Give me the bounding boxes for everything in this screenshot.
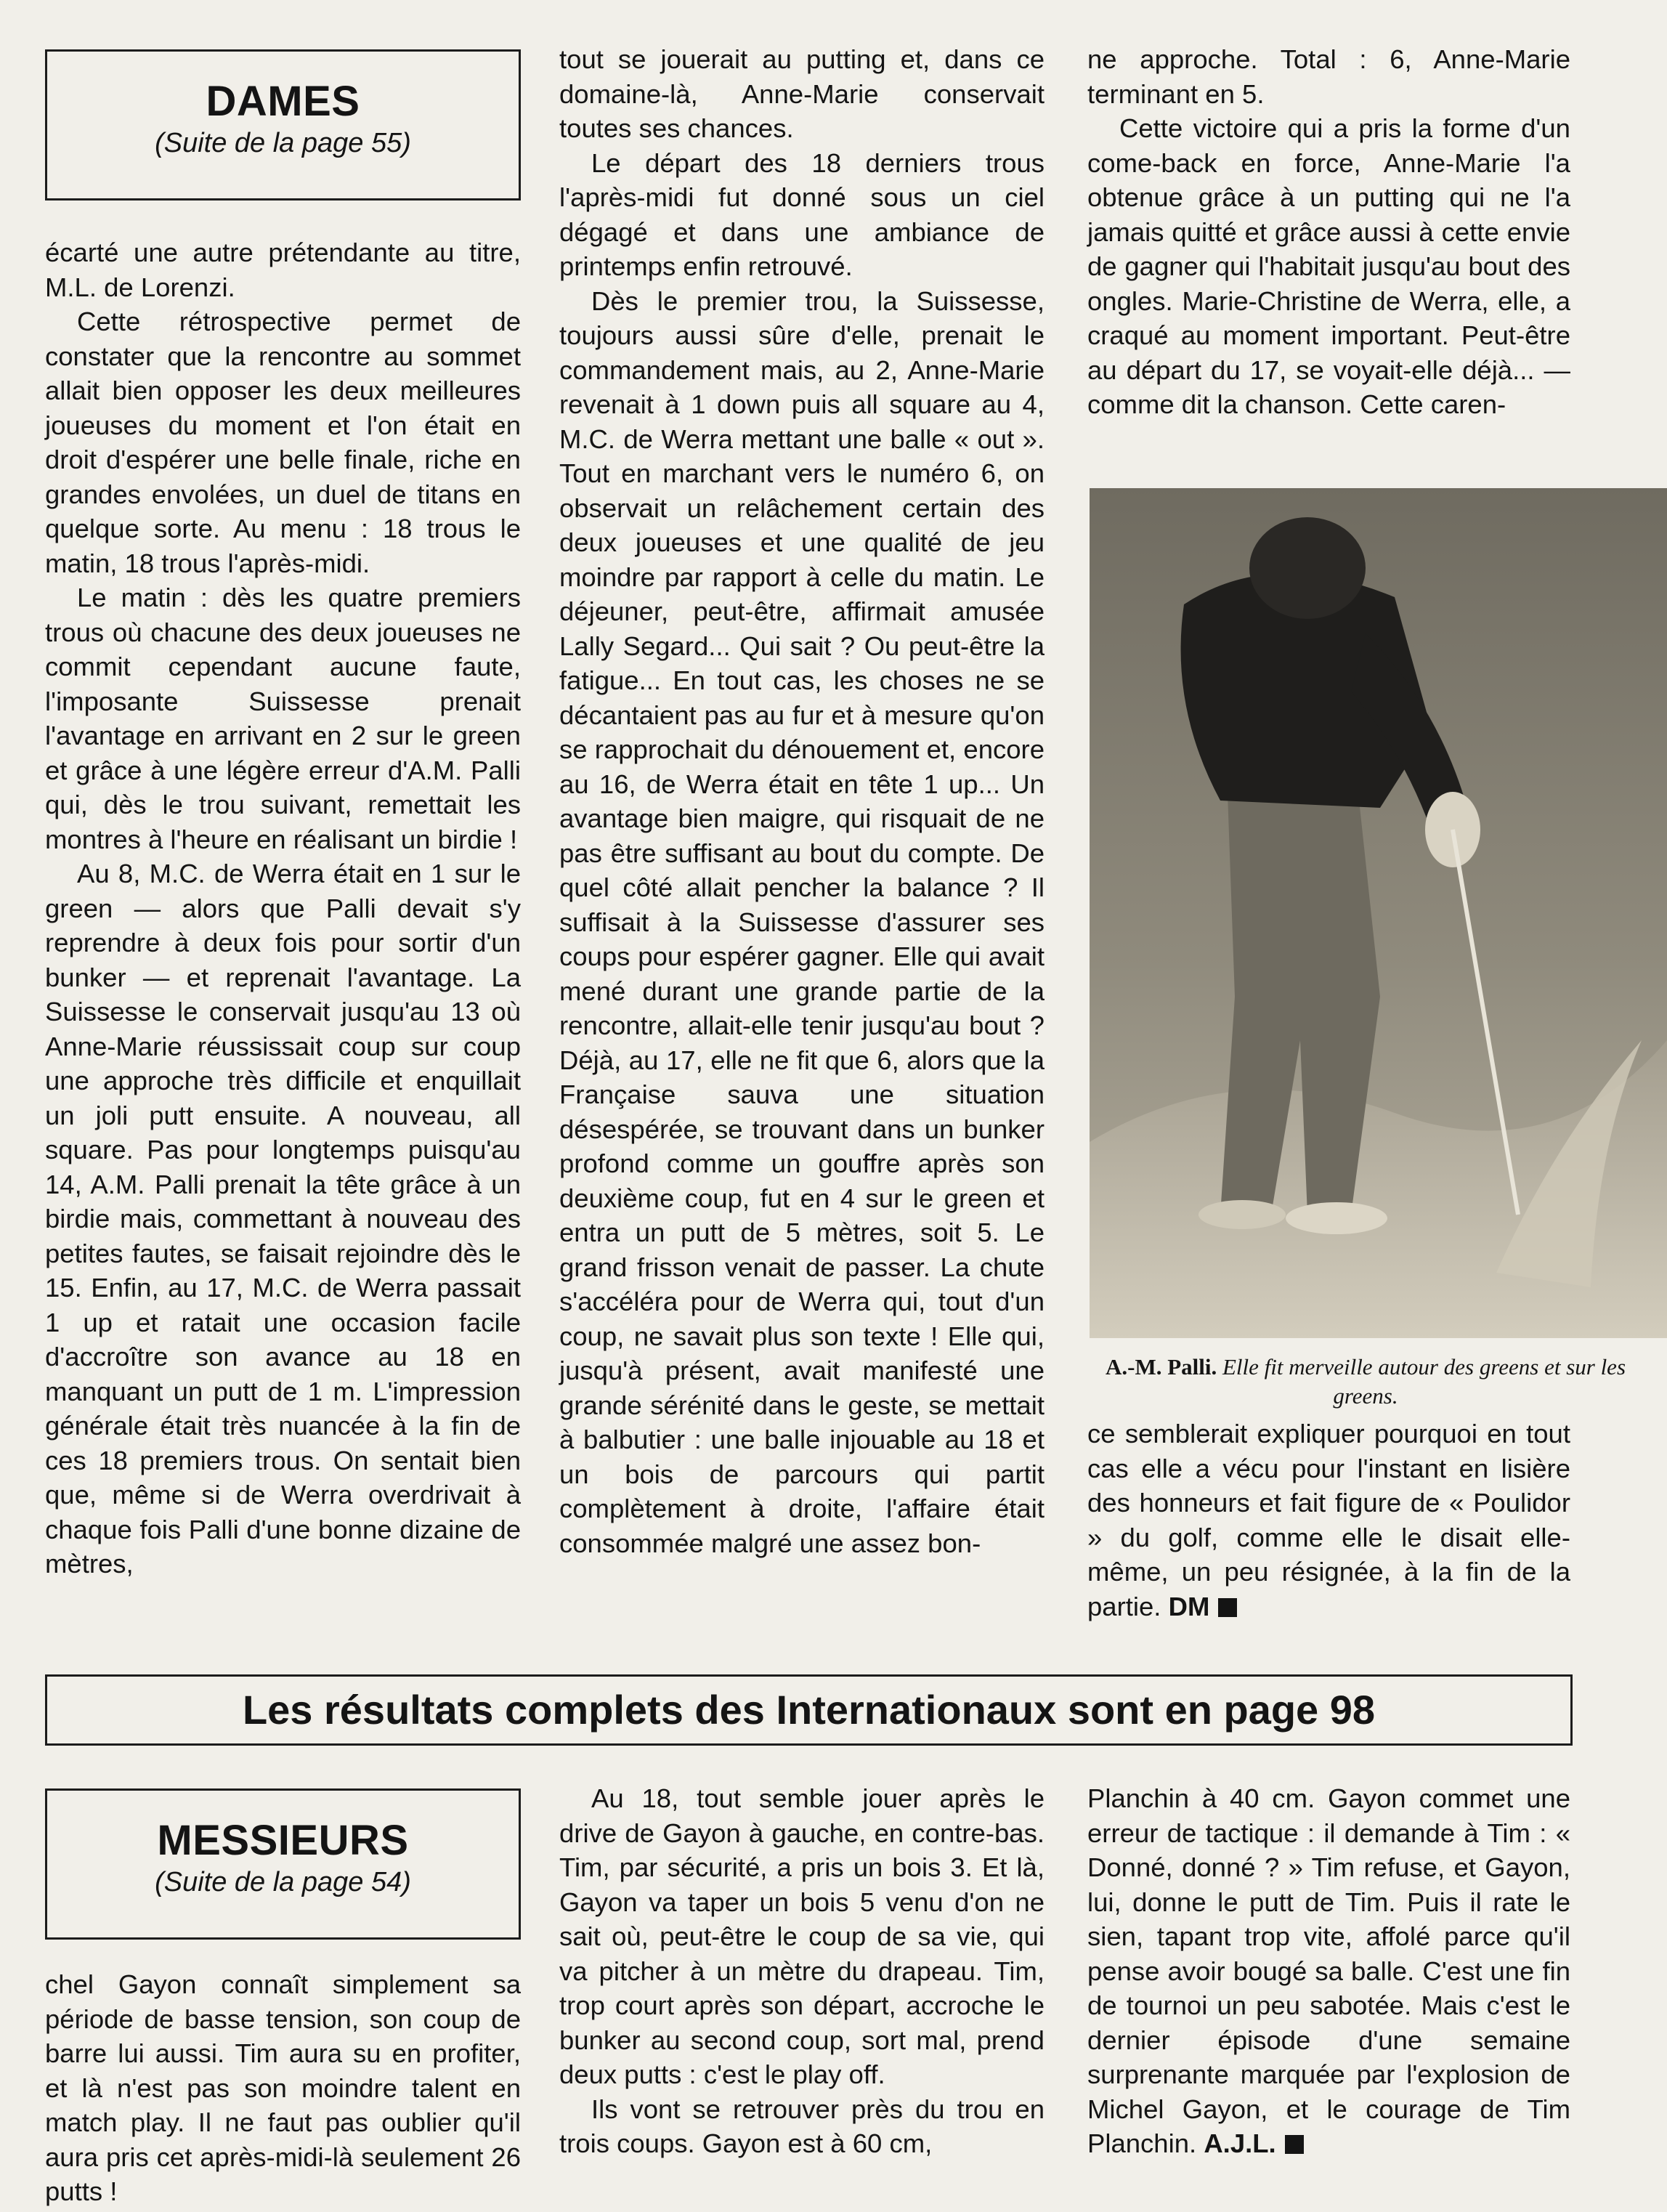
dames-heading-box — [45, 49, 521, 200]
messieurs-column-2 — [559, 1781, 1045, 2161]
end-mark-icon — [1218, 1598, 1237, 1617]
paragraph — [1087, 1781, 1570, 2161]
dames-title: DAMES — [206, 78, 360, 125]
paragraph: Cette victoire qui a pris la forme d'un come-back en force, Anne-Marie l'a obtenue grâce à un putting qui ne l'a jamais quitté et grâce aussi à cette envie de gagner qui l'habitait jusqu'au bout des ongles. Marie-Christine de Werra, elle, a craqué au moment important. Peut-être au départ du 17, se voyait-elle déjà... — comme dit la chanson. Cette caren- — [1087, 113, 1570, 419]
dames-column-1 — [45, 235, 521, 1581]
paragraph: Dès le premier trou, la Suissesse, toujours aussi sûre d'elle, prenait le commandement mais, au 2, Anne-Marie revenait à 1 down puis all square au 4, M.C. de Werra mettant une balle « out ». Tout en marchant vers le numéro 6, on observait un relâchement certain des deux joueuses et une qualité de jeu moindre par rapport à celle du matin. Le déjeuner, peut-être, affirmait amusée Lally Segard... Qui sait ? Ou peut-être la fatigue... En tout cas, les choses ne se décantaient pas au fur et à mesure qu'on se rapprochait du dénouement et, encore au 16, de Werra était en tête 1 up... Un avantage bien maigre, qui risquait de ne pas être suffisant au bout du compte. De quel côté allait pencher la balance ? Il suffisait à la Suissesse d'assurer ses coups pour espérer gagner. Elle qui avait mené durant une grande partie de la rencontre, allait-elle tenir jusqu'au bout ? Déjà, au 17, elle ne fit que 6, alors que la Française sauva une situation désespérée, se trouvant dans un bunker profond comme un gouffre après son deuxième coup, fut en 4 sur le green et entra un putt de 5 mètres, soit 5. Le grand frisson venait de passer. La chute s'accéléra pour de Werra qui, tout d'un coup, ne savait plus son texte ! Elle qui, jusqu'à présent, avait manifesté une grande sérénité dans le geste, se mettait à balbutier : une balle injouable au 18 et un bois de parcours qui partit complètement à droite, l'affaire était consommée malgré une assez bon- — [559, 285, 1045, 1558]
golfer-bunker-photo — [1090, 488, 1667, 1338]
author-signature: A.J.L. — [1204, 2128, 1276, 2158]
caption-text: Elle fit merveille autour des greens et sur les greens. — [1222, 1354, 1626, 1409]
paragraph-text: ce semblerait expliquer pourquoi en tout cas elle a vécu pour l'instant en lisière des honneurs et fait figure de « Poulidor » du golf, comme elle le disait elle-même, un peu résignée, à la fin de la partie. — [1087, 1419, 1570, 1621]
author-signature: DM — [1168, 1591, 1210, 1621]
dames-column-3-top — [1087, 42, 1570, 422]
paragraph: ne approche. Total : 6, Anne-Marie terminant en 5. — [1087, 44, 1570, 109]
paragraph: tout se jouerait au putting et, dans ce domaine-là, Anne-Marie conservait toutes ses chances. — [559, 44, 1045, 143]
paragraph: Au 18, tout semble jouer après le drive de Gayon à gauche, en contre-bas. Tim, par sécurité, a pris un bois 3. Et là, Gayon va taper un bois 5 venu d'on ne sait où, peut-être le coup de sa vie, qui va pitcher à un mètre du drapeau. Tim, trop court après son départ, accroche le bunker au second coup, sort mal, prend deux putts : c'est le play off. — [559, 1783, 1045, 2089]
paragraph: Au 8, M.C. de Werra était en 1 sur le green — alors que Palli devait s'y reprendre à deux fois pour sortir d'un bunker — et reprenait l'avantage. La Suissesse le conservait jusqu'au 13 où Anne-Marie réussissait coup sur coup une approche très difficile et enquillait un joli putt ensuite. A nouveau, all square. Pas pour longtemps puisqu'au 14, A.M. Palli prenait la tête grâce à un birdie mais, commettant à nouveau des petites fautes, se faisait rejoindre dès le 15. Enfin, au 17, M.C. de Werra passait 1 up et ratait une occasion facile d'accroître son avance au 18 en manquant un putt de 1 m. L'impression générale était très nuancée à la fin de ces 18 premiers trous. On sentait bien que, même si de Werra overdrivait à chaque fois Palli d'une bonne dizaine de mètres, — [45, 859, 521, 1579]
results-banner: Les résultats complets des Internationaux sont en page 98 — [45, 1674, 1573, 1746]
paragraph: Cette rétrospective permet de constater que la rencontre au sommet allait bien opposer les deux meilleures joueuses du moment et l'on était en droit d'espérer une belle finale, riche en grandes envolées, un duel de titans en quelque sorte. Au menu : 18 trous le matin, 18 trous l'après-midi. — [45, 307, 521, 578]
end-mark-icon — [1285, 2135, 1304, 2154]
messieurs-title: MESSIEURS — [157, 1817, 409, 1864]
paragraph: écarté une autre prétendante au titre, M.L. de Lorenzi. — [45, 238, 521, 302]
paragraph: chel Gayon connaît simplement sa période de basse tension, son coup de barre lui aussi. Tim aura su en profiter, et là n'est pas son moindre talent en match play. Il ne faut pas oublier qu'il aura pris cet après-midi-là seulement 26 putts ! — [45, 1969, 521, 2206]
messieurs-column-3 — [1087, 1781, 1570, 2161]
caption-name: A.-M. Palli. — [1105, 1354, 1217, 1380]
messieurs-subtitle: (Suite de la page 54) — [155, 1867, 411, 1897]
messieurs-heading-box — [45, 1788, 521, 1940]
paragraph: Le départ des 18 derniers trous l'après-midi fut donné sous un ciel dégagé et dans une ambiance de printemps enfin retrouvé. — [559, 147, 1045, 281]
paragraph — [1087, 1417, 1570, 1624]
dames-column-3-bottom — [1087, 1417, 1570, 1624]
dames-column-2 — [559, 42, 1045, 1560]
paragraph-text: Planchin à 40 cm. Gayon commet une erreur de tactique : il demande à Tim : « Donné, donné ? » Tim refuse, et Gayon, lui, donne le putt de Tim. Puis il rate le sien, tapant trop vite, affolé parce qu'il pense avoir bougé sa balle. C'est une fin de tournoi un peu sabotée. Mais c'est le dernier épisode d'une semaine surprenante marquée par l'explosion de Michel Gayon, et le courage de Tim Planchin. — [1087, 1783, 1570, 2158]
paragraph: Le matin : dès les quatre premiers trous où chacune des deux joueuses ne commit cependant aucune faute, l'imposante Suissesse prenait l'avantage en arrivant en 2 sur le green et grâce à une légère erreur d'A.M. Palli qui, dès le trou suivant, remettait les montres à l'heure en réalisant un birdie ! — [45, 583, 521, 854]
paragraph: Ils vont se retrouver près du trou en trois coups. Gayon est à 60 cm, — [559, 2094, 1045, 2158]
dames-subtitle: (Suite de la page 55) — [155, 128, 411, 158]
messieurs-column-1 — [45, 1967, 521, 2209]
photo-caption — [1090, 1353, 1642, 1411]
